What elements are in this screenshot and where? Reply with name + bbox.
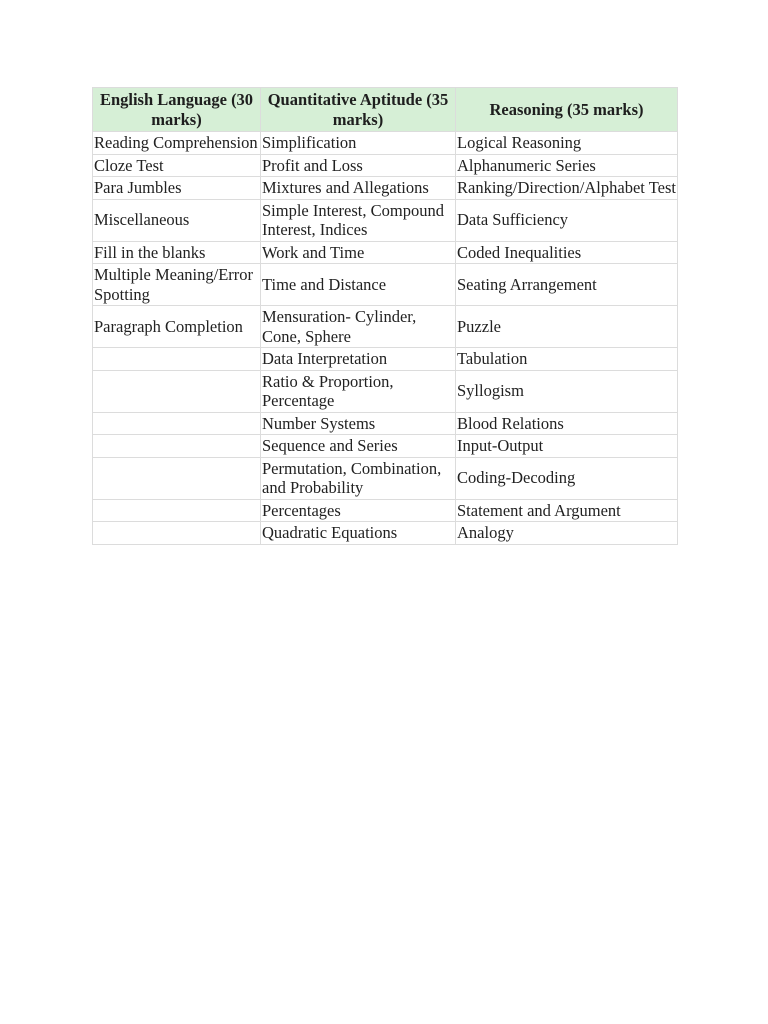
cell-reasoning: Data Sufficiency (456, 199, 678, 241)
cell-quant: Percentages (261, 499, 456, 522)
cell-reasoning: Coding-Decoding (456, 457, 678, 499)
cell-reasoning: Input-Output (456, 435, 678, 458)
cell-reasoning: Analogy (456, 522, 678, 545)
table-row (93, 457, 678, 499)
cell-english: Reading Comprehension (93, 132, 261, 155)
cell-english (93, 348, 261, 371)
cell-quant: Sequence and Series (261, 435, 456, 458)
cell-reasoning: Ranking/Direction/Alphabet Test (457, 178, 676, 197)
cell-quant: Simplification (261, 132, 456, 155)
cell-english: Paragraph Completion (93, 306, 261, 348)
cell-english (93, 499, 261, 522)
table-row (93, 306, 678, 348)
table-row (93, 412, 678, 435)
header-quantitative-aptitude: Quantitative Aptitude (35 marks) (261, 88, 456, 132)
cell-quant: Work and Time (261, 241, 456, 264)
cell-reasoning: Syllogism (456, 370, 678, 412)
syllabus-table (92, 87, 678, 545)
cell-reasoning: Blood Relations (456, 412, 678, 435)
cell-reasoning: Tabulation (456, 348, 678, 371)
cell-quant: Data Interpretation (261, 348, 456, 371)
table-row (93, 132, 678, 155)
table-row (93, 370, 678, 412)
cell-reasoning: Statement and Argument (456, 499, 678, 522)
cell-english (93, 522, 261, 545)
cell-reasoning: Coded Inequalities (456, 241, 678, 264)
header-reasoning: Reasoning (35 marks) (456, 88, 678, 132)
table-row (93, 177, 678, 200)
cell-english: Multiple Meaning/Error Spotting (93, 264, 261, 306)
cell-english (93, 370, 261, 412)
table-row (93, 154, 678, 177)
table-row (93, 499, 678, 522)
cell-english: Cloze Test (93, 154, 261, 177)
table-row (93, 264, 678, 306)
cell-english (93, 412, 261, 435)
cell-quant: Time and Distance (261, 264, 456, 306)
cell-english: Para Jumbles (93, 177, 261, 200)
cell-quant: Profit and Loss (261, 154, 456, 177)
cell-reasoning: Alphanumeric Series (456, 154, 678, 177)
table-row (93, 522, 678, 545)
cell-english (93, 435, 261, 458)
cell-quant: Simple Interest, Compound Interest, Indices (261, 199, 456, 241)
cell-quant: Mensuration- Cylinder, Cone, Sphere (261, 306, 456, 348)
cell-quant: Mixtures and Allegations (261, 177, 456, 200)
cell-reasoning: Seating Arrangement (456, 264, 678, 306)
table-row (93, 435, 678, 458)
header-english-language: English Language (30 marks) (93, 88, 261, 132)
header-row (93, 88, 678, 132)
cell-english (93, 457, 261, 499)
cell-quant: Number Systems (261, 412, 456, 435)
cell-quant: Quadratic Equations (261, 522, 456, 545)
cell-english: Fill in the blanks (93, 241, 261, 264)
table-row (93, 241, 678, 264)
cell-reasoning: Logical Reasoning (456, 132, 678, 155)
cell-reasoning: Puzzle (456, 306, 678, 348)
cell-quant: Ratio & Proportion, Percentage (261, 370, 456, 412)
cell-english: Miscellaneous (93, 199, 261, 241)
table-row (93, 199, 678, 241)
table-row (93, 348, 678, 371)
cell-quant: Permutation, Combination, and Probability (261, 457, 456, 499)
table-header (93, 88, 678, 132)
table-body (93, 132, 678, 545)
